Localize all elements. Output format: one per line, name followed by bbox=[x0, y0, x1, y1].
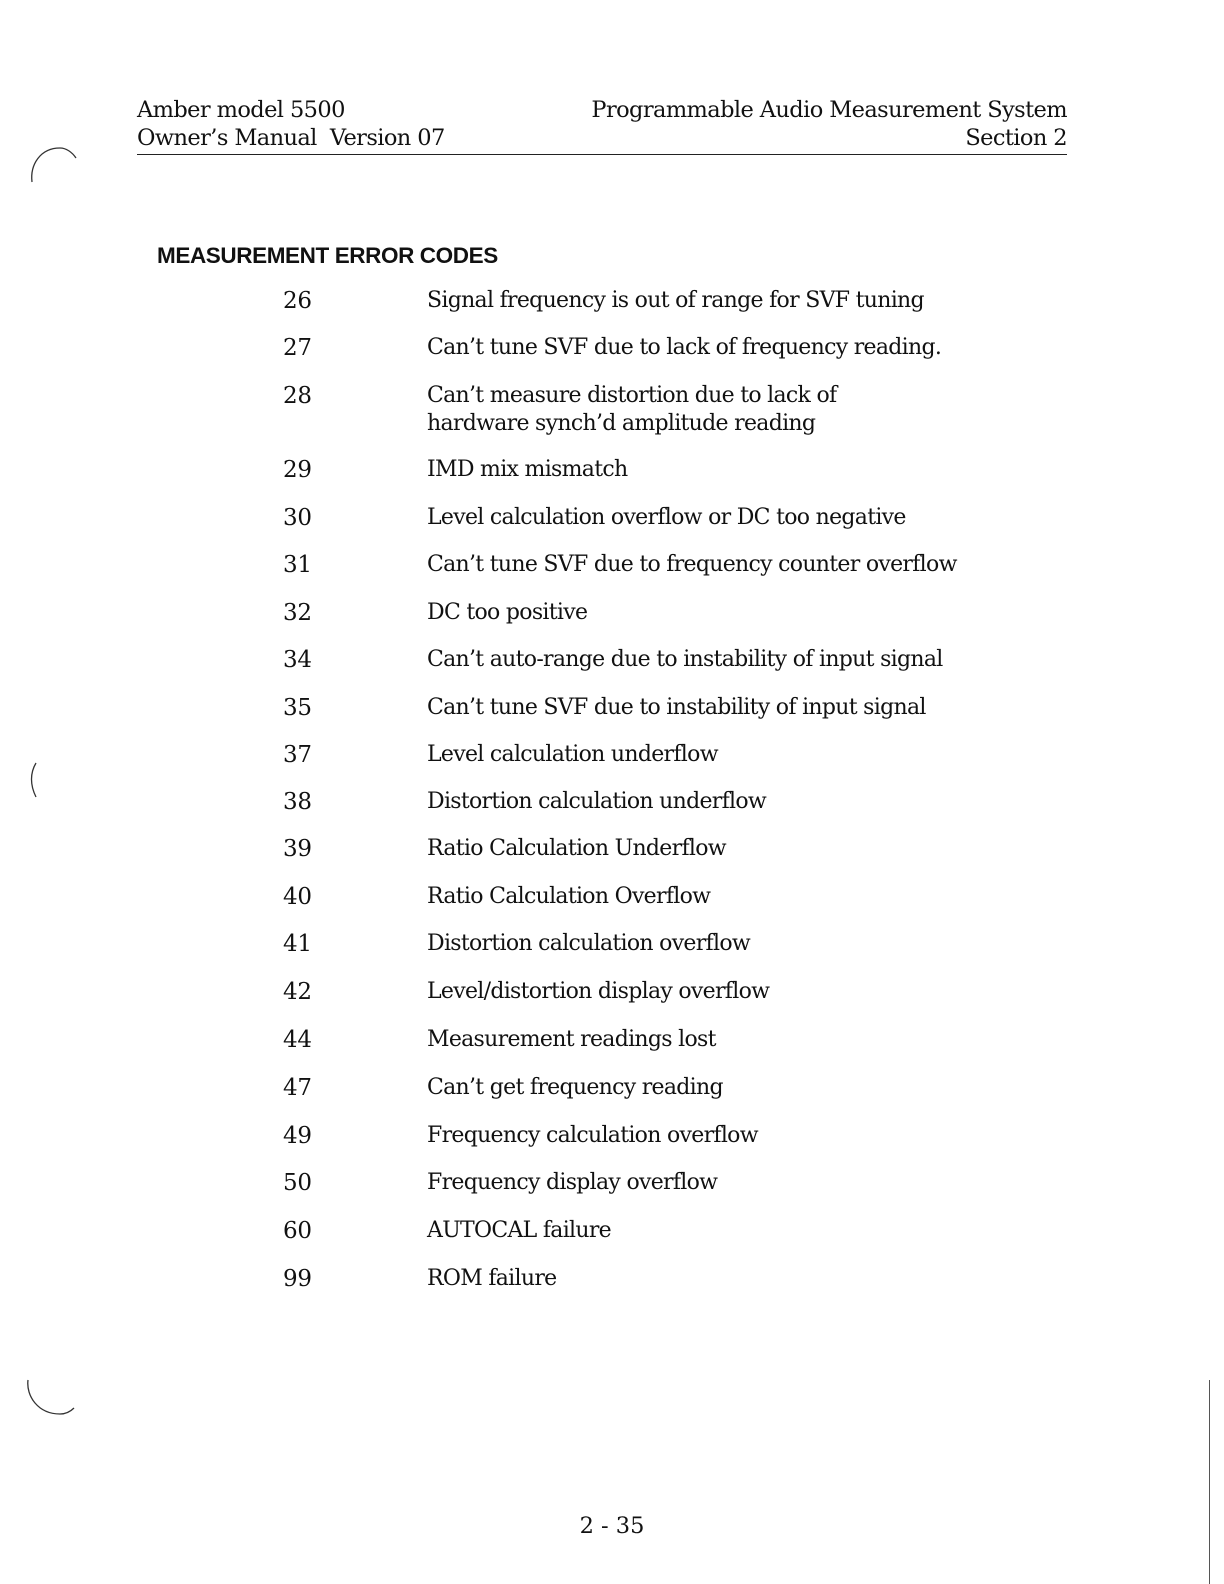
error-code-description: Can’t measure distortion due to lack of hardware synch’d amplitude reading bbox=[427, 383, 837, 436]
error-code-number: 49 bbox=[283, 1123, 312, 1149]
error-code-description: Distortion calculation overflow bbox=[427, 931, 751, 956]
error-code-description: ROM failure bbox=[427, 1266, 557, 1291]
error-code-description: Can’t get frequency reading bbox=[427, 1075, 723, 1100]
error-code-number: 27 bbox=[283, 335, 312, 361]
punch-hole-mark-middle bbox=[20, 755, 50, 805]
page-number: 2 - 35 bbox=[579, 1513, 645, 1539]
header-model: Amber model 5500 bbox=[137, 97, 345, 123]
punch-hole-mark-bottom bbox=[20, 1372, 80, 1422]
header-system-title: Programmable Audio Measurement System bbox=[591, 97, 1067, 123]
error-code-number: 39 bbox=[283, 836, 312, 862]
error-code-description: Level calculation overflow or DC too negative bbox=[427, 505, 906, 530]
error-code-number: 38 bbox=[283, 789, 312, 815]
scan-edge-line bbox=[1209, 1380, 1210, 1584]
error-code-number: 35 bbox=[283, 695, 312, 721]
error-code-description: Frequency display overflow bbox=[427, 1170, 718, 1195]
error-code-description: Level/distortion display overflow bbox=[427, 979, 770, 1004]
error-code-number: 42 bbox=[283, 979, 312, 1005]
error-code-number: 37 bbox=[283, 742, 312, 768]
error-code-number: 29 bbox=[283, 457, 312, 483]
error-code-number: 28 bbox=[283, 383, 312, 409]
header-right bbox=[591, 96, 1067, 152]
page-header bbox=[137, 96, 1067, 155]
header-section: Section 2 bbox=[965, 125, 1067, 151]
error-code-description: Ratio Calculation Overflow bbox=[427, 884, 711, 909]
error-code-description: Frequency calculation overflow bbox=[427, 1123, 758, 1148]
error-code-description: Can’t auto-range due to instability of input signal bbox=[427, 647, 943, 672]
error-code-number: 99 bbox=[283, 1266, 312, 1292]
error-code-description: Can’t tune SVF due to instability of input signal bbox=[427, 695, 926, 720]
error-code-description: DC too positive bbox=[427, 600, 588, 625]
error-code-description: Ratio Calculation Underflow bbox=[427, 836, 726, 861]
error-code-number: 26 bbox=[283, 288, 312, 314]
error-code-description: Level calculation underflow bbox=[427, 742, 718, 767]
error-code-number: 31 bbox=[283, 552, 312, 578]
error-code-number: 60 bbox=[283, 1218, 312, 1244]
error-code-description: Signal frequency is out of range for SVF tuning bbox=[427, 288, 924, 313]
error-code-description: IMD mix mismatch bbox=[427, 457, 628, 482]
error-code-description: Measurement readings lost bbox=[427, 1027, 716, 1052]
error-code-number: 44 bbox=[283, 1027, 312, 1053]
error-code-description: Can’t tune SVF due to frequency counter overflow bbox=[427, 552, 957, 577]
error-code-description: AUTOCAL failure bbox=[427, 1218, 611, 1243]
error-code-description: Distortion calculation underflow bbox=[427, 789, 767, 814]
header-manual-version: Owner’s Manual Version 07 bbox=[137, 125, 445, 151]
error-code-number: 40 bbox=[283, 884, 312, 910]
error-code-description: Can’t tune SVF due to lack of frequency reading. bbox=[427, 335, 942, 360]
error-code-number: 32 bbox=[283, 600, 312, 626]
punch-hole-mark-top bbox=[22, 140, 82, 190]
header-left bbox=[137, 96, 445, 152]
error-code-number: 34 bbox=[283, 647, 312, 673]
error-code-number: 30 bbox=[283, 505, 312, 531]
error-code-number: 47 bbox=[283, 1075, 312, 1101]
section-heading: MEASUREMENT ERROR CODES bbox=[157, 243, 498, 268]
error-code-number: 41 bbox=[283, 931, 312, 957]
error-code-number: 50 bbox=[283, 1170, 312, 1196]
